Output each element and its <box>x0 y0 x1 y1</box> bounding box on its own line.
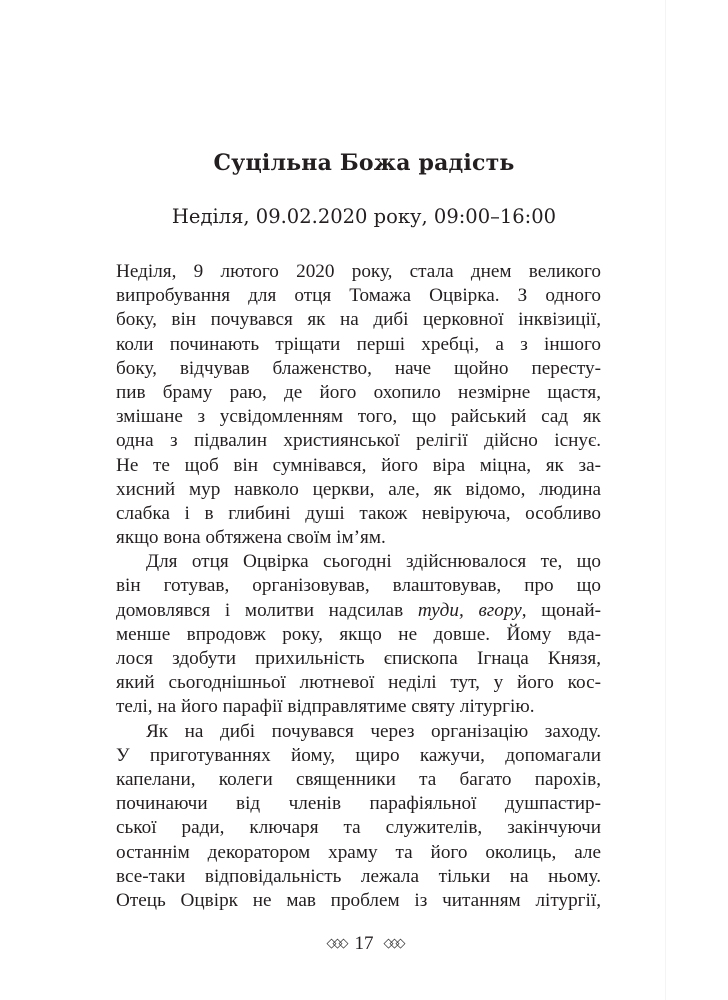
text-line-content: змішане з усвідомленням того, що райський сад як <box>116 406 601 428</box>
text-line <box>116 889 601 913</box>
text-line-content: одна з підвалин християнської релігії дійсно існує. <box>116 430 601 452</box>
chapter-subtitle: Неділя, 09.02.2020 року, 09:00–16:00 <box>171 205 557 228</box>
text-line <box>116 599 601 623</box>
text-line-content: Неділя, 9 лютого 2020 року, стала днем великого <box>116 261 601 282</box>
text-line-content: все-таки відповідальність лежала тільки на ньому. <box>116 865 601 887</box>
text-line-content: коли починають тріщати перші хребці, а з іншого <box>116 333 601 355</box>
text-line-content: хисний мур навколо церкви, але, як відомо, людина <box>116 478 601 500</box>
text-line <box>116 526 601 550</box>
text-run: , щонай- <box>521 599 602 621</box>
text-line-content: Отець Оцвірк не мав проблем із читанням літургії, <box>116 889 601 911</box>
text-line-content: ської ради, ключаря та служителів, закінчуючи <box>116 817 601 839</box>
text-line <box>116 478 601 502</box>
text-line-content: якщо вона обтяжена своїм ім’ям. <box>116 527 386 549</box>
text-line <box>116 744 601 768</box>
page-number: 17 <box>354 933 374 954</box>
text-line-content: Як на дибі почувався через організацію заходу. <box>146 720 601 742</box>
text-line <box>116 671 601 695</box>
text-line <box>116 308 601 332</box>
text-line <box>116 841 601 865</box>
text-line <box>116 816 601 840</box>
text-line-content: слабка і в глибині душі також невіруюча, особливо <box>116 502 601 524</box>
text-line-content: випробування для отця Томажа Оцвірка. З одного <box>116 285 601 307</box>
text-line <box>116 429 601 453</box>
text-line <box>116 381 601 405</box>
text-line <box>116 865 601 889</box>
text-line <box>116 574 601 598</box>
text-line-content: останнім декоратором храму та його околиць, але <box>116 841 601 863</box>
text-line-content: він готував, організовував, влаштовував, про що <box>116 575 601 597</box>
text-line <box>116 284 601 308</box>
ornament-icon: ◇◇◇ <box>383 935 402 950</box>
text-line-content: У приготуваннях йому, щиро кажучи, допомагали <box>116 744 601 766</box>
text-line <box>116 792 601 816</box>
text-line <box>116 260 601 284</box>
text-line-content: менше впродовж року, якщо не довше. Йому вда- <box>116 623 601 645</box>
text-line-content: боку, він почувався як на дибі церковної інквізиції, <box>116 309 601 331</box>
body-text <box>116 260 601 913</box>
text-line-content: Не те щоб він сумнівався, його віра міцна, як за- <box>116 454 601 476</box>
chapter-title: Суцільна Божа радість <box>213 150 515 176</box>
text-line <box>116 454 601 478</box>
text-line-content: який сьогоднішньої лютневої неділі тут, у його кос- <box>116 672 601 694</box>
text-line-content: Для отця Оцвірка сьогодні здійснювалося те, що <box>146 551 601 573</box>
text-line-content: починаючи від членів парафіяльної душпастир- <box>116 793 601 815</box>
text-line-content: телі, на його парафії відправлятиме святу літургію. <box>116 696 535 718</box>
text-line-content: лося здобути прихильність єпископа Ігнаца Князя, <box>116 648 601 669</box>
text-line <box>116 647 601 671</box>
text-run: домовлявся і молитви надсилав <box>116 599 418 621</box>
text-line-content: капелани, колеги священники та багато парохів, <box>116 768 601 790</box>
page-footer <box>0 933 728 955</box>
text-line <box>116 623 601 647</box>
ornament-icon: ◇◇◇ <box>326 935 345 950</box>
text-line-content: пив браму раю, де його охопило незмірне щастя, <box>116 381 601 403</box>
text-line <box>116 333 601 357</box>
text-line <box>116 695 601 719</box>
text-line-content <box>116 599 601 623</box>
text-line <box>116 550 601 574</box>
text-line <box>116 768 601 792</box>
text-line <box>116 357 601 381</box>
text-line <box>116 720 601 744</box>
text-line <box>116 502 601 526</box>
text-line-content: боку, відчував блаженство, наче щойно переcту- <box>116 357 601 379</box>
text-line <box>116 405 601 429</box>
italic-emphasis: туди, вгору <box>417 599 522 621</box>
